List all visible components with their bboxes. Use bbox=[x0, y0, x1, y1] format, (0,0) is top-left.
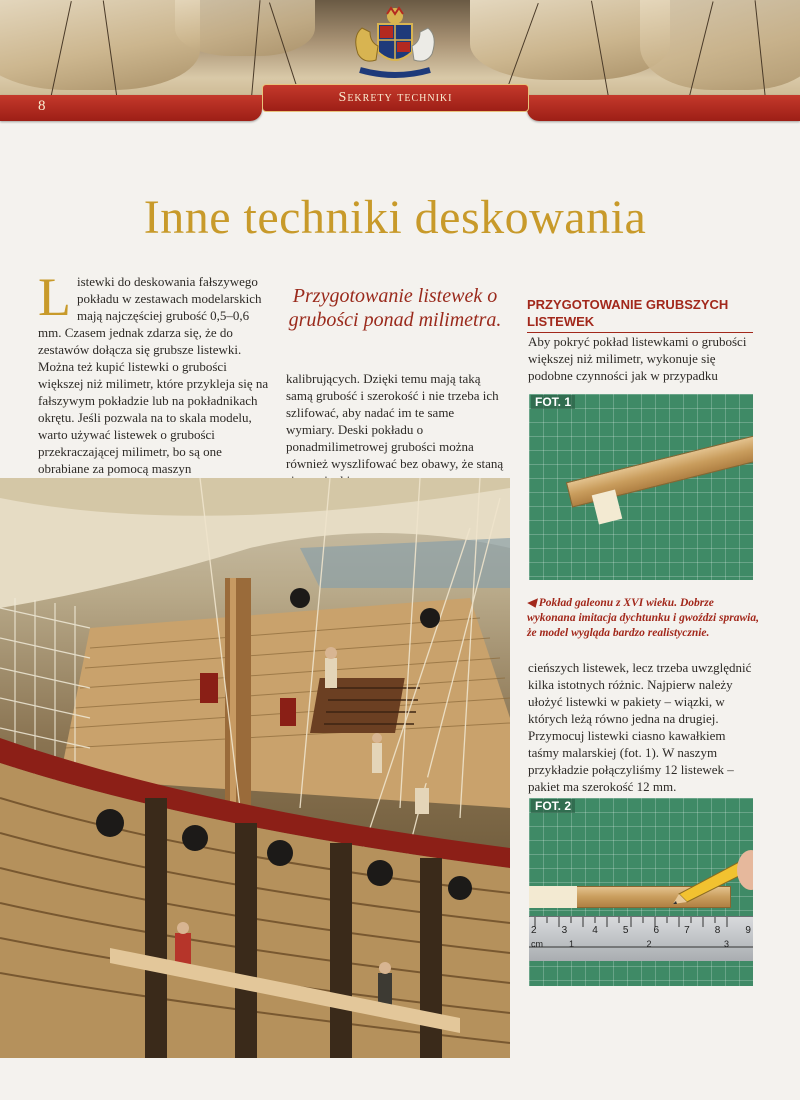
royal-coat-of-arms-icon bbox=[340, 6, 450, 86]
caption-arrow-icon: ◀ bbox=[527, 597, 536, 609]
ruler-number: 9 bbox=[745, 925, 751, 936]
ruler-number: 2 bbox=[531, 925, 537, 936]
fot-2-label: FOT. 2 bbox=[531, 799, 575, 813]
page-number: 8 bbox=[38, 98, 46, 114]
column-2-text: kalibrujących. Dzięki temu mają taką samą grubość i szerokość i nie trzeba ich szlifować, aby nadać im te same wymiary. Deski pokładu o ponadmilimetrowej grubości można również wyszlifować bez obawy, że staną bbox=[286, 371, 504, 471]
photo-caption bbox=[527, 596, 759, 641]
ruler-number: 4 bbox=[592, 925, 598, 936]
lead-subtitle: Przygotowanie listewek o grubości ponad milimetra. bbox=[288, 285, 502, 331]
header-bar-right bbox=[527, 95, 800, 121]
photo-fot-2 bbox=[529, 798, 753, 986]
drop-cap: L bbox=[38, 267, 71, 327]
steel-ruler bbox=[529, 916, 753, 961]
ruler-number: 5 bbox=[622, 925, 629, 936]
section-heading: PRZYGOTOWANIE GRUBSZYCH LISTEWEK bbox=[527, 296, 753, 333]
photo-fot-1 bbox=[529, 394, 753, 580]
galleon-deck-photo bbox=[0, 478, 510, 1058]
column-3-text-top: Aby pokryć pokład listewkami o grubości większej niż milimetr, wykonuje się podobne czynności jak w przypadku bbox=[528, 334, 747, 383]
article-title: Inne techniki deskowania bbox=[143, 191, 647, 244]
column-1-text: istewki do deskowania fałszywego pokładu w zestawach modelarskich mają najczęściej grubość 0,5–0,6 mm. Czasem jednak zdarza się, że do zestawów dołącza się grubsze listewki. Można też kupić listewki o grubości większej niż milimetr, które przykleja się na fałszywym pokładzie lub na pokładnikach okrętu. Jeśli pozwala na to skala modelu, warto używać listewek o grubości przekraczającej milimetr, bo są one obrabiane za pomocą maszyn bbox=[38, 274, 269, 476]
ruler-lower-number: 2 bbox=[646, 939, 652, 949]
fot-1-label: FOT. 1 bbox=[531, 395, 575, 409]
section-title: Sekrety techniki bbox=[262, 84, 529, 112]
article-column-1 bbox=[38, 267, 270, 477]
ruler-lower-number: 3 bbox=[723, 939, 729, 949]
tape-strip bbox=[529, 886, 577, 908]
ruler-number: 6 bbox=[653, 925, 660, 936]
pencil-icon bbox=[669, 848, 753, 908]
ruler-number: 7 bbox=[684, 925, 690, 936]
column-3-text-bottom: cieńszych listewek, lecz trzeba uwzględnić kilka istotnych różnic. Najpierw należy ułożyć listewki w pakiety – wiązki, w których leżą równo jedna na drugiej. Przymocuj listewki ciasno kawałkiem taśmy malarskiej (fot. 1). W naszym przykładzie połączyliśmy 12 listewek – pakiet ma szerokość 12 mm. bbox=[528, 660, 752, 794]
ruler-lower-number: 1 bbox=[569, 939, 575, 949]
caption-text: Pokład galeonu z XVI wieku. Dobrze wykonana imitacja dychtunku i gwoździ sprawia, że model wygląda bardzo realistycznie. bbox=[527, 597, 759, 639]
ruler-unit: cm bbox=[531, 939, 543, 949]
ruler-number: 8 bbox=[714, 925, 721, 936]
ruler-number: 3 bbox=[561, 925, 568, 936]
